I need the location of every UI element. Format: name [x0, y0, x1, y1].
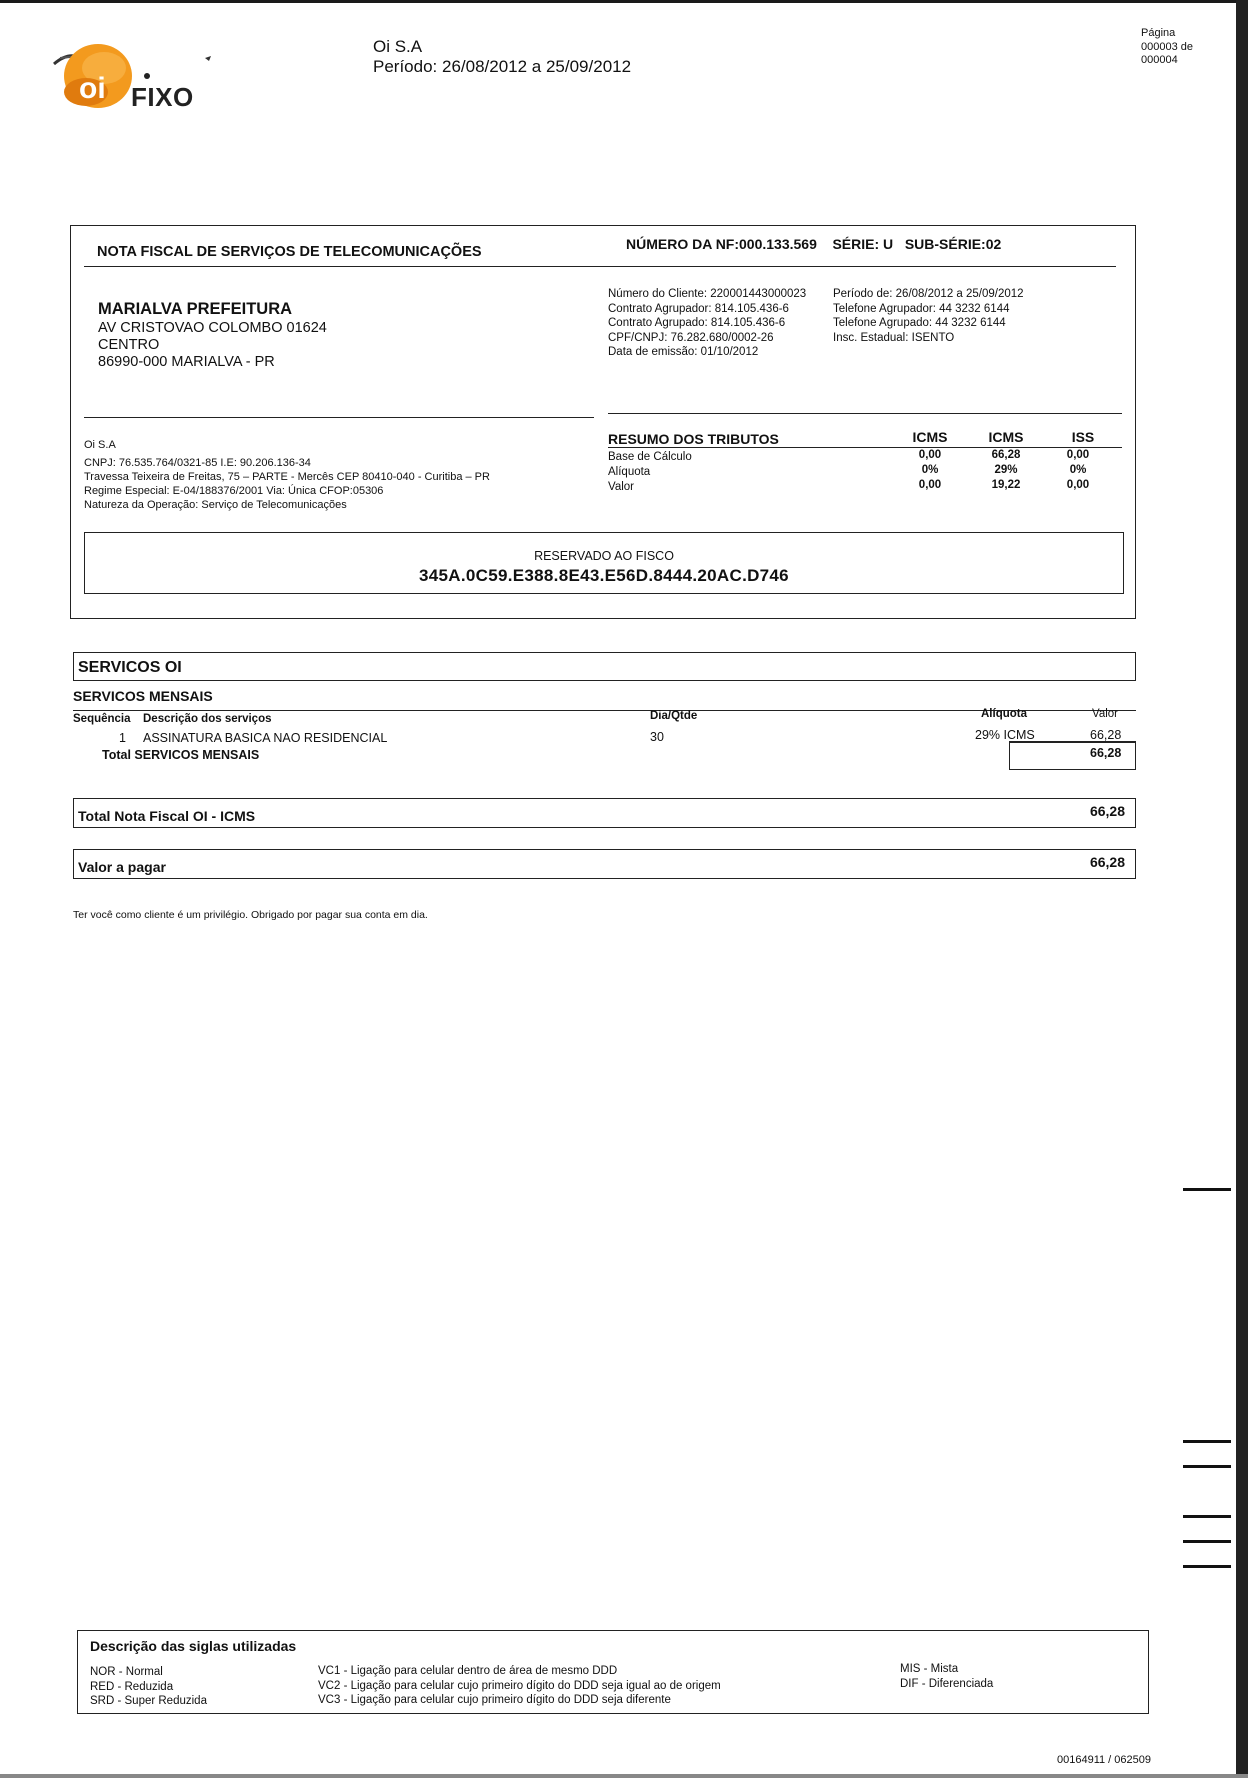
nf-number-line [626, 236, 1001, 252]
legend-item: SRD - Super Reduzida [90, 1695, 207, 1707]
nf-serie: SÉRIE: U [832, 236, 894, 252]
service-row-seq: 1 [119, 731, 126, 745]
phone-grouped: Telefone Agrupado: 44 3232 6144 [833, 317, 1006, 329]
state-registration: Insc. Estadual: ISENTO [833, 331, 955, 344]
legend-col-rates [90, 1665, 207, 1709]
col-head-seq: Sequência [73, 713, 131, 725]
fisco-code: 345A.0C59.E388.8E43.E56D.8444.20AC.D746 [419, 566, 789, 585]
service-row-qty: 30 [650, 730, 664, 744]
client-info-col2 [833, 287, 1024, 345]
emission-date: Data de emissão: 01/10/2012 [608, 346, 759, 358]
services-total-value: 66,28 [1090, 746, 1122, 760]
issuer-info [84, 438, 490, 512]
tributos-value: 0,00 [918, 479, 942, 491]
page-current: 000003 de [1141, 40, 1193, 53]
tributos-label-aliquota: Alíquota [608, 466, 651, 478]
scan-mark [1183, 1540, 1231, 1543]
services-title: SERVICOS OI [78, 659, 182, 676]
total-nf-value: 66,28 [1089, 803, 1125, 819]
fixo-label: FIXO [131, 82, 194, 112]
customer-city: 86990-000 MARIALVA - PR [98, 354, 275, 370]
tributos-header-iss: ISS [1071, 429, 1095, 445]
issuer-cnpj: CNPJ: 76.535.764/0321-85 I.E: 90.206.136-34 [84, 457, 311, 469]
services-title-box [73, 652, 1136, 681]
tributos-value: 66,28 [991, 449, 1021, 461]
page-total: 000004 [1141, 54, 1178, 66]
scan-border-right [1236, 0, 1248, 1778]
legend-item: VC2 - Ligação para celular cujo primeiro dígito do DDD seja igual ao de origem [318, 1679, 721, 1692]
legend-col-other [900, 1662, 993, 1691]
legend-item: VC1 - Ligação para celular dentro de área de mesmo DDD [318, 1665, 618, 1677]
issuer-address: Travessa Teixeira de Freitas, 75 – PARTE - Mercês CEP 80410-040 - Curitiba – PR [84, 471, 490, 483]
client-info-col1 [608, 287, 806, 360]
legend-item: VC3 - Ligação para celular cujo primeiro dígito do DDD seja diferente [318, 1694, 671, 1706]
scan-border-top [0, 0, 1248, 3]
scan-mark [1183, 1188, 1231, 1191]
issuer-divider [84, 417, 594, 418]
service-row-rate: 29% ICMS [975, 728, 1035, 742]
amount-due-label: Valor a pagar [78, 859, 166, 875]
issuer-name: Oi S.A [84, 439, 116, 451]
cpf-cnpj: CPF/CNPJ: 76.282.680/0002-26 [608, 331, 774, 344]
col-head-desc: Descrição dos serviços [143, 713, 272, 725]
tributos-value: 29% [994, 464, 1018, 476]
nf-title-divider [84, 266, 1116, 267]
client-number: Número do Cliente: 220001443000023 [608, 288, 807, 300]
period-from: Período de: 26/08/2012 a 25/09/2012 [833, 288, 1024, 300]
scan-mark [1183, 1465, 1231, 1468]
scan-mark [1183, 1565, 1231, 1568]
col-head-rate: Alíquota [981, 708, 1027, 720]
fisco-label: RESERVADO AO FISCO [534, 549, 674, 563]
tributos-header-line [608, 447, 1122, 448]
services-total-label: Total SERVICOS MENSAIS [102, 748, 260, 762]
tributos-title: RESUMO DOS TRIBUTOS [608, 431, 779, 447]
legend-item: DIF - Diferenciada [900, 1677, 994, 1690]
svg-text:oi: oi [79, 72, 106, 105]
legend-item: RED - Reduzida [90, 1680, 174, 1693]
footer-code: 00164911 / 062509 [1057, 1754, 1151, 1766]
page-label: Página [1141, 27, 1176, 39]
legend-col-calls [318, 1664, 721, 1708]
page-info [1141, 27, 1193, 68]
legend-item: MIS - Mista [900, 1663, 959, 1675]
tributos-label-valor: Valor [608, 481, 634, 493]
phone-grouper: Telefone Agrupador: 44 3232 6144 [833, 302, 1010, 315]
col-head-qty: Dia/Qtde [650, 710, 698, 722]
scan-mark [1183, 1440, 1231, 1443]
customer-address: AV CRISTOVAO COLOMBO 01624 [98, 320, 327, 336]
tributos-label-base: Base de Cálculo [608, 451, 692, 463]
tributos-value: 0,00 [1066, 449, 1090, 461]
tributos-header-icms-1: ICMS [912, 429, 948, 445]
issuer-regime: Regime Especial: E-04/188376/2001 Via: Única CFOP:05306 [84, 485, 384, 497]
customer-name: MARIALVA PREFEITURA [98, 300, 293, 318]
legend-title: Descrição das siglas utilizadas [90, 1638, 297, 1654]
total-nf-label: Total Nota Fiscal OI - ICMS [78, 808, 256, 824]
scan-border-bottom [0, 1774, 1248, 1778]
tributos-value: 0,00 [1066, 479, 1090, 491]
tributos-value: 0% [921, 464, 939, 476]
thanks-message: Ter você como cliente é um privilégio. Obrigado por pagar sua conta em dia. [73, 909, 428, 921]
tributos-value: 0,00 [918, 449, 942, 461]
nf-subserie: SUB-SÉRIE:02 [904, 236, 1002, 252]
amount-due-value: 66,28 [1089, 854, 1125, 870]
scan-mark [1183, 1515, 1231, 1518]
customer-district: CENTRO [98, 337, 160, 353]
legend-item: NOR - Normal [90, 1666, 163, 1678]
col-head-value: Valor [1092, 708, 1118, 720]
service-row-desc: ASSINATURA BASICA NAO RESIDENCIAL [143, 731, 388, 745]
issuer-nature: Natureza da Operação: Serviço de Telecomunicações [84, 499, 347, 511]
tributos-divider [608, 413, 1122, 414]
services-header-line [73, 710, 1136, 711]
tributos-value: 0% [1069, 464, 1087, 476]
nf-title: NOTA FISCAL DE SERVIÇOS DE TELECOMUNICAÇÕES [97, 244, 482, 260]
tributos-value: 19,22 [991, 479, 1021, 491]
contract-grouper: Contrato Agrupador: 814.105.436-6 [608, 302, 789, 315]
tributos-header-icms-2: ICMS [988, 429, 1024, 445]
header-period: Período: 26/08/2012 a 25/09/2012 [373, 57, 632, 76]
header-company: Oi S.A [373, 37, 423, 56]
service-row-value: 66,28 [1090, 728, 1122, 742]
nf-number: NÚMERO DA NF:000.133.569 [626, 236, 817, 252]
contract-grouped: Contrato Agrupado: 814.105.436-6 [608, 317, 786, 329]
services-subtitle: SERVICOS MENSAIS [73, 688, 213, 704]
